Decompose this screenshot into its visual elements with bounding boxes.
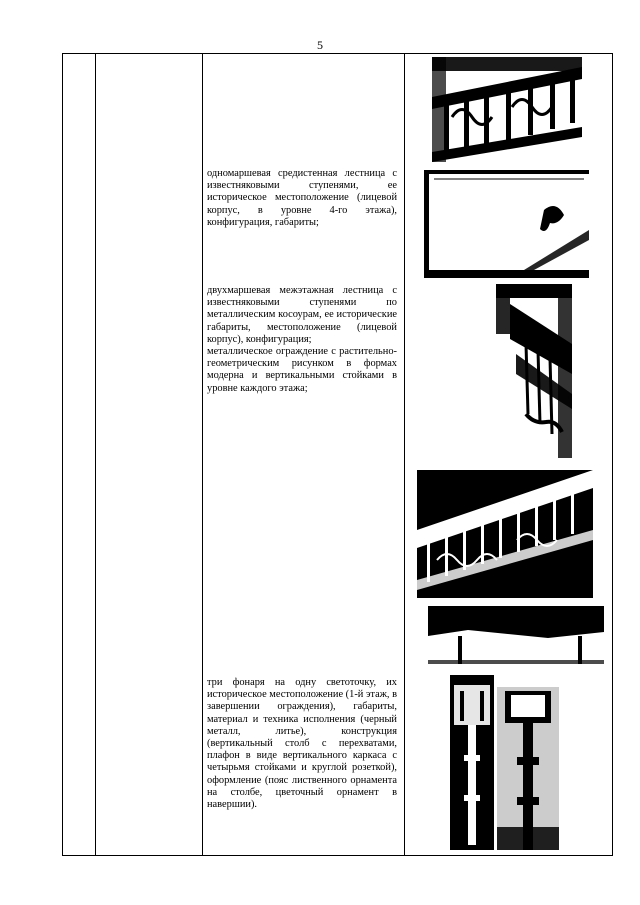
- table-column-divider-3: [404, 53, 405, 855]
- photo-railing-detail: [417, 470, 593, 598]
- photo-lantern-2: [497, 687, 559, 850]
- photo-lantern-1: [450, 675, 494, 850]
- entry-text: металлическое ограждение с растительно-геометрическим рисунком в формах модерна и вертикальными стойками в уровне каждого этажа;: [207, 346, 397, 394]
- photo-railing-top: [432, 57, 582, 162]
- entry-single-flight-staircase: [207, 168, 397, 229]
- photo-two-flight-staircase: [496, 284, 572, 458]
- entry-text: двухмаршевая межэтажная лестница с известняковыми ступенями по металлическим косоурам, ее исторические габариты, местоположение (лицевой корпус), конфигурация;: [207, 285, 397, 345]
- entry-two-flight-staircase: [207, 285, 397, 395]
- table-column-divider-2: [202, 53, 203, 855]
- photo-staircase-base: [428, 606, 604, 664]
- table-column-divider-1: [95, 53, 96, 855]
- table-border-right: [612, 53, 613, 855]
- table-bottom-border: [62, 855, 613, 856]
- photo-single-flight-staircase: [424, 170, 589, 278]
- entry-text: три фонаря на одну светоточку, их историческое местоположение (1-й этаж, в завершении ограждения), габариты, материал и техника исполнения (черный металл, литье), конструкция (вертикальный столб с перехватами, плафон в виде вертикального каркаса с четырьмя стойками и круглой розеткой), оформление (пояс лиственного орнамента на столбе, цветочный орнамент в навершии).: [207, 677, 397, 811]
- page-number: 5: [317, 38, 323, 52]
- table-top-border: [62, 53, 613, 54]
- table-border-left: [62, 53, 63, 855]
- entry-text: одномаршевая средистенная лестница с известняковыми ступенями, ее историческое местоположение (лицевой корпус, в уровне 4-го этажа), конфигурация, габариты;: [207, 168, 397, 228]
- entry-lanterns: [207, 677, 397, 811]
